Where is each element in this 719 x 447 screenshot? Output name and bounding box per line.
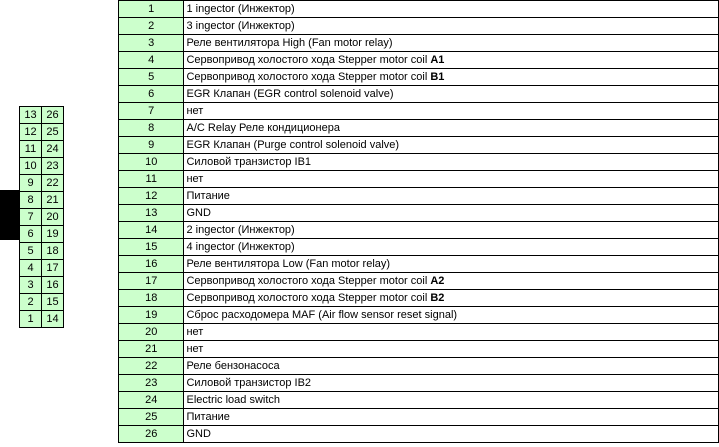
connector-pin-cell: 10 — [20, 158, 42, 175]
connector-pin-cell: 22 — [42, 175, 64, 192]
connector-row — [20, 260, 64, 277]
pin-description-cell — [184, 205, 719, 222]
pin-number-cell: 18 — [119, 290, 184, 307]
pinout-row — [119, 1, 719, 18]
pin-description-cell — [184, 86, 719, 103]
connector-pin-cell: 18 — [42, 243, 64, 260]
pin-description-cell — [184, 52, 719, 69]
connector-row — [20, 226, 64, 243]
pin-number-cell: 1 — [119, 1, 184, 18]
connector-pin-cell: 24 — [42, 141, 64, 158]
pin-number-cell: 5 — [119, 69, 184, 86]
pin-number-cell: 25 — [119, 409, 184, 426]
connector-row — [20, 243, 64, 260]
pin-description-cell — [184, 307, 719, 324]
pin-description-cell — [184, 18, 719, 35]
pinout-row — [119, 324, 719, 341]
pin-description-text: нет — [186, 343, 204, 355]
pin-number-cell: 26 — [119, 426, 184, 443]
pinout-row — [119, 52, 719, 69]
pinout-row — [119, 426, 719, 443]
pin-description-text: A/C Relay Реле кондиционера — [186, 122, 340, 134]
connector-pin-cell: 15 — [42, 294, 64, 311]
pin-description-text: GND — [186, 428, 211, 440]
connector-pin-cell: 11 — [20, 141, 42, 158]
connector-pin-cell: 9 — [20, 175, 42, 192]
pin-description-cell — [184, 392, 719, 409]
pin-description-text: Силовой транзистор IB1 — [186, 156, 312, 168]
pin-number-cell: 19 — [119, 307, 184, 324]
pin-number-cell: 20 — [119, 324, 184, 341]
pin-description-text: Сброс расходомера MAF (Air flow sensor reset signal) — [186, 309, 458, 321]
pin-description-text: Electric load switch — [186, 394, 281, 406]
pin-description-text: EGR Клапан (Purge control solenoid valve) — [186, 139, 400, 151]
pin-description-cell — [184, 69, 719, 86]
pin-description-cell — [184, 256, 719, 273]
pin-description-cell — [184, 137, 719, 154]
connector-pin-cell: 13 — [20, 107, 42, 124]
pin-number-cell: 24 — [119, 392, 184, 409]
pin-description-text: нет — [186, 105, 204, 117]
pin-number-cell: 10 — [119, 154, 184, 171]
pin-description-text: Реле бензонасоса — [186, 360, 280, 372]
pin-number-cell: 8 — [119, 120, 184, 137]
pinout-row — [119, 392, 719, 409]
pin-description-cell — [184, 426, 719, 443]
pinout-row — [119, 69, 719, 86]
pin-description-cell — [184, 222, 719, 239]
pin-description-cell — [184, 358, 719, 375]
pin-number-cell: 14 — [119, 222, 184, 239]
pinout-row — [119, 103, 719, 120]
pin-coil-label: A2 — [430, 275, 445, 287]
pinout-row — [119, 341, 719, 358]
pin-description-cell — [184, 341, 719, 358]
pin-description-cell — [184, 120, 719, 137]
pin-coil-label: B2 — [430, 292, 445, 304]
pinout-row — [119, 239, 719, 256]
pin-description-text: 4 ingector (Инжектор) — [186, 241, 295, 253]
pin-description-text: Сервопривод холостого хода Stepper motor coil — [186, 54, 431, 66]
connector-pin-cell: 4 — [20, 260, 42, 277]
connector-pin-cell: 25 — [42, 124, 64, 141]
pin-description-text: EGR Клапан (EGR control solenoid valve) — [186, 88, 394, 100]
connector-row — [20, 294, 64, 311]
pin-coil-label: B1 — [430, 71, 445, 83]
pin-number-cell: 6 — [119, 86, 184, 103]
pinout-row — [119, 205, 719, 222]
pinout-row — [119, 290, 719, 307]
pin-description-text: 2 ingector (Инжектор) — [186, 224, 295, 236]
pinout-row — [119, 35, 719, 52]
pinout-row — [119, 137, 719, 154]
connector-pin-cell: 1 — [20, 311, 42, 328]
pin-description-cell — [184, 375, 719, 392]
pin-description-text: 1 ingector (Инжектор) — [186, 3, 295, 15]
connector-row — [20, 175, 64, 192]
connector-pin-cell: 5 — [20, 243, 42, 260]
pin-number-cell: 3 — [119, 35, 184, 52]
connector-pin-cell: 26 — [42, 107, 64, 124]
connector-pin-cell: 23 — [42, 158, 64, 175]
connector-row — [20, 192, 64, 209]
connector-pin-cell: 16 — [42, 277, 64, 294]
pinout-row — [119, 154, 719, 171]
connector-pin-cell: 21 — [42, 192, 64, 209]
connector-pin-grid — [19, 106, 64, 328]
pin-description-cell — [184, 154, 719, 171]
connector-row — [20, 277, 64, 294]
pin-description-text: нет — [186, 326, 204, 338]
pin-number-cell: 23 — [119, 375, 184, 392]
connector-row — [20, 141, 64, 158]
pin-description-cell — [184, 171, 719, 188]
connector-diagram — [19, 106, 64, 328]
connector-pin-cell: 3 — [20, 277, 42, 294]
pin-description-cell — [184, 239, 719, 256]
pin-description-cell — [184, 1, 719, 18]
connector-row — [20, 311, 64, 328]
pin-description-cell — [184, 324, 719, 341]
pin-description-cell — [184, 35, 719, 52]
pin-description-cell — [184, 103, 719, 120]
connector-pin-cell: 12 — [20, 124, 42, 141]
connector-row — [20, 107, 64, 124]
connector-row — [20, 158, 64, 175]
pin-description-text: Реле вентилятора Low (Fan motor relay) — [186, 258, 391, 270]
pinout-row — [119, 222, 719, 239]
connector-pin-cell: 2 — [20, 294, 42, 311]
pinout-row — [119, 358, 719, 375]
pin-number-cell: 12 — [119, 188, 184, 205]
pinout-row — [119, 18, 719, 35]
connector-pin-cell: 19 — [42, 226, 64, 243]
pin-description-text: Силовой транзистор IB2 — [186, 377, 312, 389]
pin-description-cell — [184, 188, 719, 205]
pinout-row — [119, 409, 719, 426]
pin-number-cell: 17 — [119, 273, 184, 290]
pinout-row — [119, 120, 719, 137]
connector-pin-cell: 6 — [20, 226, 42, 243]
connector-pin-cell: 8 — [20, 192, 42, 209]
connector-pin-cell: 17 — [42, 260, 64, 277]
pin-description-cell — [184, 290, 719, 307]
pin-number-cell: 2 — [119, 18, 184, 35]
pinout-table — [118, 0, 719, 443]
pin-description-text: Питание — [186, 411, 230, 423]
pin-number-cell: 11 — [119, 171, 184, 188]
pin-description-cell — [184, 409, 719, 426]
pin-coil-label: A1 — [430, 54, 445, 66]
pin-description-text: нет — [186, 173, 204, 185]
pinout-table-container — [118, 0, 719, 443]
pin-number-cell: 7 — [119, 103, 184, 120]
connector-pin-cell: 20 — [42, 209, 64, 226]
pinout-row — [119, 307, 719, 324]
connector-pin-cell: 14 — [42, 311, 64, 328]
pin-number-cell: 22 — [119, 358, 184, 375]
pin-description-text: Сервопривод холостого хода Stepper motor coil — [186, 292, 431, 304]
pin-description-text: 3 ingector (Инжектор) — [186, 20, 295, 32]
pinout-row — [119, 256, 719, 273]
pin-number-cell: 13 — [119, 205, 184, 222]
pinout-row — [119, 86, 719, 103]
pinout-row — [119, 375, 719, 392]
pin-description-text: Питание — [186, 190, 230, 202]
pin-number-cell: 16 — [119, 256, 184, 273]
connector-row — [20, 209, 64, 226]
pin-description-text: Сервопривод холостого хода Stepper motor coil — [186, 71, 431, 83]
pinout-row — [119, 188, 719, 205]
pinout-row — [119, 171, 719, 188]
connector-row — [20, 124, 64, 141]
pinout-row — [119, 273, 719, 290]
pin-number-cell: 15 — [119, 239, 184, 256]
pin-description-text: GND — [186, 207, 211, 219]
connector-key-tab — [0, 190, 19, 240]
pin-description-text: Сервопривод холостого хода Stepper motor coil — [186, 275, 431, 287]
pin-number-cell: 4 — [119, 52, 184, 69]
connector-pin-cell: 7 — [20, 209, 42, 226]
pin-number-cell: 9 — [119, 137, 184, 154]
pin-number-cell: 21 — [119, 341, 184, 358]
pin-description-cell — [184, 273, 719, 290]
pin-description-text: Реле вентилятора High (Fan motor relay) — [186, 37, 393, 49]
